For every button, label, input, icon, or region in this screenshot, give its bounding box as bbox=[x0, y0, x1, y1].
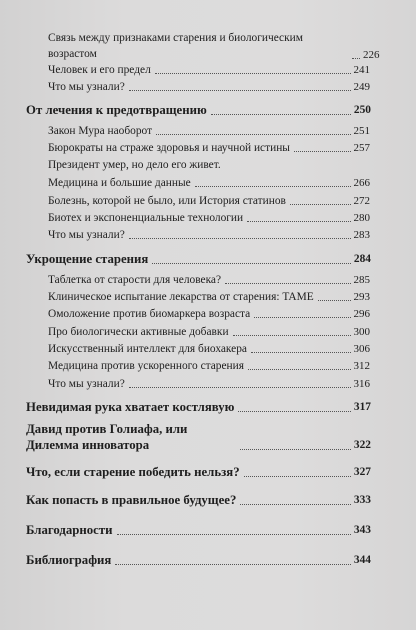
toc-entry bbox=[48, 359, 370, 373]
toc-entry bbox=[48, 176, 370, 190]
toc-entry-title: Клиническое испытание лекарства от старения: TAME bbox=[48, 291, 314, 303]
toc-entry-title: Президент умер, но дело его живет. bbox=[48, 159, 221, 171]
toc-section-page: 317 bbox=[353, 401, 371, 413]
toc-section bbox=[26, 553, 371, 568]
toc-section-page: 344 bbox=[353, 554, 371, 566]
dot-leader bbox=[290, 204, 351, 205]
toc-section-title: От лечения к предотвращению bbox=[26, 103, 207, 117]
dot-leader bbox=[254, 317, 350, 318]
dot-leader bbox=[129, 387, 351, 388]
toc-entry-title: Медицина и большие данные bbox=[48, 177, 191, 189]
toc-entry-title: Медицина против ускоренного старения bbox=[48, 360, 244, 372]
toc-entry bbox=[48, 273, 370, 287]
toc-section-title: Невидимая рука хватает костлявую bbox=[26, 400, 235, 414]
toc-section-title: Давид против Голиафа, или Дилемма инноватора bbox=[26, 422, 188, 452]
toc-section-page: 322 bbox=[353, 439, 371, 451]
toc-section-title: Укрощение старения bbox=[26, 252, 149, 266]
toc-section bbox=[26, 465, 371, 480]
toc-entry bbox=[48, 80, 370, 94]
toc-entry-title: Омоложение против биомаркера возраста bbox=[48, 308, 251, 320]
toc-entry-title: Болезнь, которой не было, или История статинов bbox=[48, 195, 286, 207]
dot-leader bbox=[240, 504, 351, 505]
dot-leader bbox=[129, 90, 351, 91]
toc-entry bbox=[48, 158, 370, 172]
dot-leader bbox=[233, 335, 351, 336]
dot-leader bbox=[352, 58, 360, 59]
toc-entry-page: 241 bbox=[353, 64, 370, 76]
dot-leader bbox=[152, 263, 351, 264]
dot-leader bbox=[129, 238, 351, 239]
toc-entry-page: 312 bbox=[353, 360, 370, 372]
dot-leader bbox=[155, 73, 351, 74]
toc-entry-page: 249 bbox=[353, 81, 370, 93]
toc-entry bbox=[48, 30, 380, 62]
toc-entry-title: Бюрократы на страже здоровья и научной истины bbox=[48, 142, 290, 154]
dot-leader bbox=[248, 369, 351, 370]
toc-section bbox=[26, 421, 371, 453]
toc-entry-page: 296 bbox=[353, 308, 370, 320]
toc-entry-title: Таблетка от старости для человека? bbox=[48, 274, 222, 286]
toc-section bbox=[26, 400, 371, 415]
toc-section-title: Библиография bbox=[26, 553, 112, 567]
toc-entry-page: 300 bbox=[353, 326, 370, 338]
dot-leader bbox=[238, 411, 350, 412]
toc-entry-title: Человек и его предел bbox=[48, 64, 151, 76]
toc-entry bbox=[48, 211, 370, 225]
toc-section-page: 250 bbox=[353, 104, 371, 116]
toc-section-title: Что, если старение победить нельзя? bbox=[26, 465, 240, 479]
toc-entry bbox=[48, 290, 370, 304]
dot-leader bbox=[247, 221, 350, 222]
toc-entry-title: Искусственный интеллект для биохакера bbox=[48, 343, 247, 355]
toc-entry bbox=[48, 307, 370, 321]
toc-entry bbox=[48, 124, 370, 138]
toc-entry-title: Биотех и экспоненциальные технологии bbox=[48, 212, 244, 224]
toc-section bbox=[26, 493, 371, 508]
toc-section-page: 327 bbox=[353, 466, 371, 478]
toc-section-page: 343 bbox=[353, 524, 371, 536]
toc-entry-title: Закон Мура наоборот bbox=[48, 125, 153, 137]
toc-entry-title: Что мы узнали? bbox=[48, 229, 125, 241]
toc-section-page: 333 bbox=[353, 494, 371, 506]
toc-entry bbox=[48, 141, 370, 155]
dot-leader bbox=[294, 151, 351, 152]
toc-entry-page: 257 bbox=[353, 142, 370, 154]
toc-section bbox=[26, 252, 371, 267]
dot-leader bbox=[244, 476, 351, 477]
toc-entry-page: 283 bbox=[353, 229, 370, 241]
toc-entry-page: 251 bbox=[353, 125, 370, 137]
toc-section bbox=[26, 103, 371, 118]
dot-leader bbox=[251, 352, 351, 353]
toc-entry-page: 285 bbox=[353, 274, 370, 286]
toc-entry-title: Что мы узнали? bbox=[48, 81, 125, 93]
toc-entry-page: 316 bbox=[353, 378, 370, 390]
dot-leader bbox=[318, 300, 351, 301]
toc-section-title: Благодарности bbox=[26, 523, 113, 537]
toc-entry bbox=[48, 194, 370, 208]
toc-entry-page: 266 bbox=[353, 177, 370, 189]
dot-leader bbox=[195, 186, 351, 187]
toc-section bbox=[26, 523, 371, 538]
dot-leader bbox=[211, 114, 351, 115]
toc-entry-title: Про биологически активные добавки bbox=[48, 326, 229, 338]
dot-leader bbox=[115, 564, 351, 565]
toc-section-page: 284 bbox=[353, 253, 371, 265]
toc-entry bbox=[48, 377, 370, 391]
toc-entry bbox=[48, 342, 370, 356]
toc-entry-page: 280 bbox=[353, 212, 370, 224]
toc-entry-page: 272 bbox=[353, 195, 370, 207]
dot-leader bbox=[117, 534, 351, 535]
toc-entry-page: 293 bbox=[353, 291, 370, 303]
toc-entry-page: 226 bbox=[363, 49, 380, 61]
dot-leader bbox=[156, 134, 350, 135]
dot-leader bbox=[225, 283, 350, 284]
toc-entry bbox=[48, 228, 370, 242]
toc-entry bbox=[48, 63, 370, 77]
toc-entry-title: Связь между признаками старения и биологическим возрастом bbox=[48, 32, 303, 60]
dot-leader bbox=[240, 449, 351, 450]
toc-section-title: Как попасть в правильное будущее? bbox=[26, 493, 237, 507]
toc-entry-title: Что мы узнали? bbox=[48, 378, 125, 390]
toc-entry-page: 306 bbox=[353, 343, 370, 355]
toc-entry bbox=[48, 325, 370, 339]
